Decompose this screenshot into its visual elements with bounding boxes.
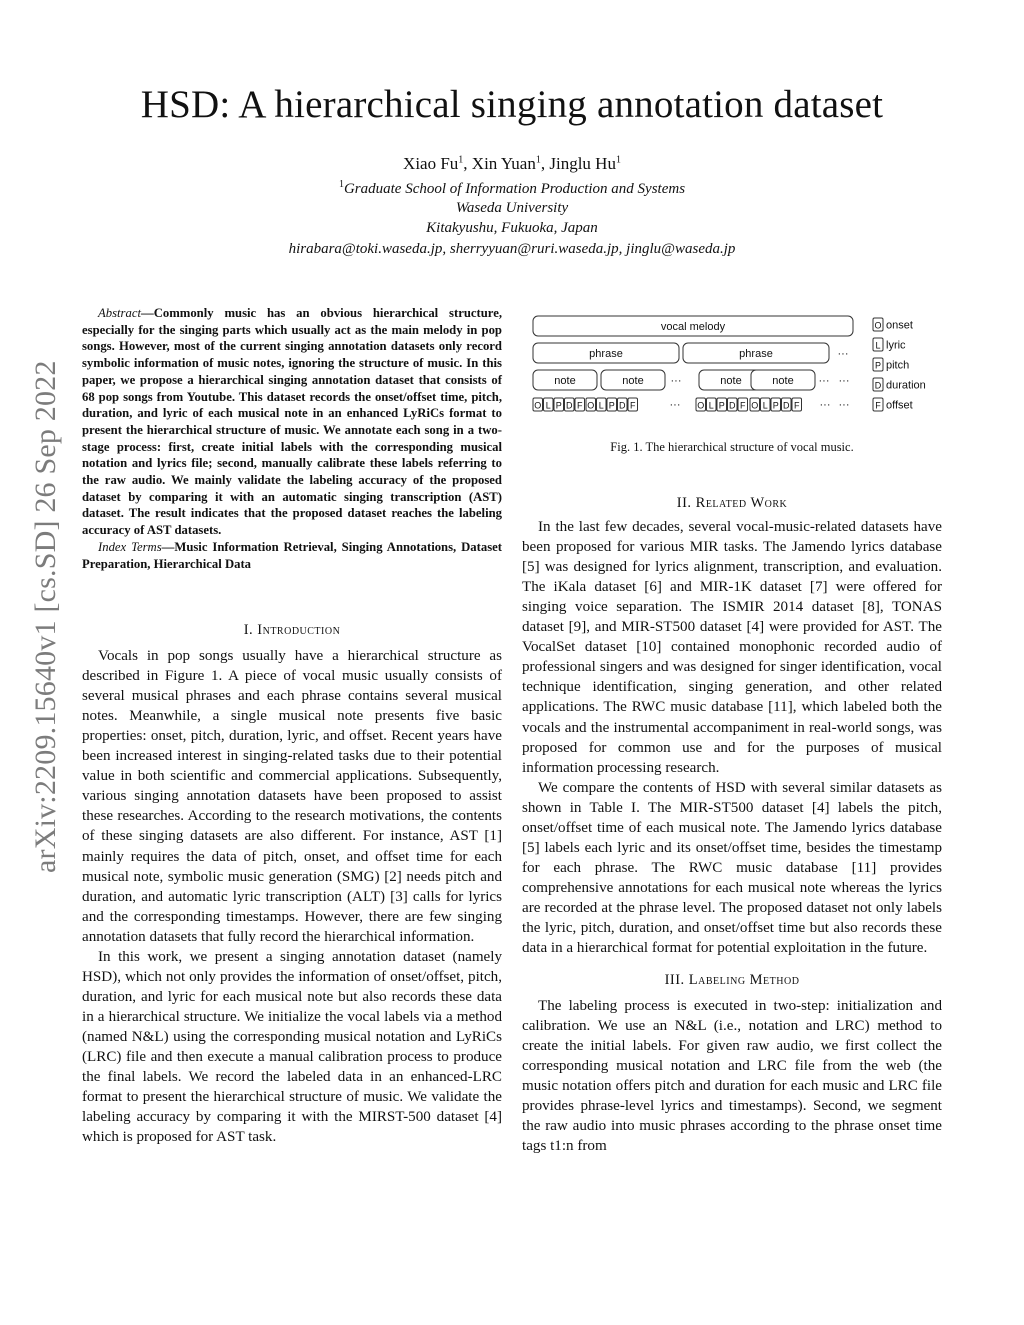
abstract-label: Abstract bbox=[98, 306, 141, 320]
attribute-letter: O bbox=[534, 400, 542, 411]
attribute-letter: D bbox=[566, 400, 573, 411]
labeling-method-paragraph-1: The labeling process is executed in two-step: initialization and calibration. We use an N&L (i.e., notation and LRC) method to create the initial labels. For given raw audio, we first collect the corresponding musical notation and LRC file from the web (the music notation offers pitch and duration for each music and LRC file provides phrase-level lyrics and timestamps). Second, we segment the raw audio into music phrases according to the phrase onset time tags t1:n from bbox=[522, 998, 942, 1155]
author-emails: hirabara@toki.waseda.jp, sherryyuan@ruri.waseda.jp, jinglu@waseda.jp bbox=[288, 241, 736, 257]
note-label: note bbox=[720, 375, 742, 387]
affiliation-school: Graduate School of Information Production and Systems bbox=[343, 181, 686, 197]
attribute-letter: F bbox=[630, 400, 636, 411]
abstract bbox=[82, 305, 502, 572]
legend-text-onset: onset bbox=[886, 319, 913, 332]
attribute-letter: O bbox=[587, 400, 595, 411]
attribute-letter: L bbox=[762, 400, 768, 411]
attribute-letter: O bbox=[697, 400, 705, 411]
related-work-paragraph-1: In the last few decades, several vocal-music-related datasets have been proposed for various MIR tasks. The Jamendo lyrics database [5] was designed for lyrics alignment, transcription, and evaluation. The iKala dataset [6] and MIR-1K dataset [7] were offered for singing voice separation. The ISMIR 2014 dataset [8], TONAS dataset [9], and MIR-ST500 dataset [4] were provided for AST. The VocalSet dataset [10] contained monophonic recorded audio of professional singers and was designed for singer identification, vocal technique identification, singing generation, and other related applications. The RWC music database [11], which labeled both the vocals and the instrumental accompaniment in real-world songs, was proposed for common use and for the purposes of musical information processing research. bbox=[522, 519, 942, 776]
legend-text-lyric: lyric bbox=[886, 339, 906, 352]
legend-letter: L bbox=[875, 340, 881, 351]
introduction-paragraph-2: In this work, we present a singing annotation dataset (namely HSD), which not only provides the information of onset/offset, pitch, duration, and lyric for each musical note but also records these data in a hierarchical structure. We initialize the vocal labels via a method (named N&L) using the corresponding musical notation and LyRiCs (LRC) file and then execute a manual calibration process to produce the final labels. We record the labeled data in an enhanced-LRC format to present the hierarchical structure of music. We validate the labeling accuracy by comparing it with the MIRST-500 dataset [4] which is proposed for AST task. bbox=[82, 948, 502, 1146]
index-terms-label: Index Terms bbox=[98, 539, 162, 554]
attribute-letter: P bbox=[555, 400, 562, 411]
introduction-section bbox=[82, 620, 502, 1147]
legend-letter: F bbox=[875, 400, 881, 411]
section-heading-related-work: II. Related Work bbox=[676, 495, 788, 511]
arxiv-identifier: arXiv:2209.15640v1 [cs.SD] 26 Sep 2022 bbox=[29, 360, 62, 873]
legend-text-offset: offset bbox=[886, 399, 913, 412]
attribute-letter: O bbox=[751, 400, 759, 411]
attribute-letter: P bbox=[608, 400, 615, 411]
related-work-paragraph-2: We compare the contents of HSD with several similar datasets as shown in Table I. The MIR-ST500 dataset [4] labels the pitch, onset/offset time of each musical note. The Jamendo lyrics database [5] labels each lyric and its onset/offset time, besides the timestamp for each phrase. The RWC music database [11] provides comprehensive annotations for each musical note whereas the lyrics are recorded at the phrase level. The proposed dataset not only labels the lyric, pitch, duration, and onset/offset time but also records these data in a hierarchical format for potential exploitation in the future. bbox=[522, 779, 942, 957]
attribute-letter: F bbox=[794, 400, 800, 411]
ellipsis: ··· bbox=[819, 399, 831, 411]
section-heading-labeling-method: III. Labeling Method bbox=[664, 972, 800, 989]
paper-title: HSD: A hierarchical singing annotation dataset bbox=[140, 83, 884, 126]
attribute-letter: L bbox=[598, 400, 604, 411]
attribute-letter: L bbox=[545, 400, 551, 411]
affiliation-line-2: Waseda University bbox=[455, 200, 569, 216]
note-label: note bbox=[622, 375, 644, 387]
legend-letter: O bbox=[874, 320, 882, 331]
hierarchy-figure bbox=[530, 312, 950, 422]
section-heading-introduction: I. Introduction bbox=[243, 622, 341, 638]
abstract-text: —Commonly music has an obvious hierarchical structure, especially for the singing parts which usually act as the main melody in pop songs. However, most of the current singing annotation datasets only record symbolic information of music notes, ignoring the structure of music. In this paper, we propose a hierarchical singing annotation dataset that consists of 68 pop songs from Youtube. This dataset records the onset/offset time, pitch, duration, and lyric of each musical note in an enhanced LyRiCs format to present the hierarchical structure of music. We annotate each song in a two-stage process: first, create initial labels with the corresponding musical notation and lyrics file; second, manually calibrate these labels referring to the raw audio. We mainly validate the labeling accuracy of the proposed dataset by comparing it with an automatic singing transcription (AST) dataset. The result indicates that the proposed dataset reaches the labeling accuracy of AST datasets. bbox=[82, 306, 502, 538]
ellipsis: ··· bbox=[818, 375, 830, 387]
index-terms-text: —Music Information Retrieval, Singing Annotations, Dataset Preparation, Hierarchical Data bbox=[82, 539, 503, 571]
phrase-label: phrase bbox=[589, 348, 623, 360]
attribute-letter: D bbox=[619, 400, 626, 411]
note-label: note bbox=[772, 375, 794, 387]
note-label: note bbox=[554, 375, 576, 387]
ellipsis: ··· bbox=[838, 399, 850, 411]
related-work-section bbox=[522, 493, 942, 1157]
attribute-letter: D bbox=[783, 400, 790, 411]
attribute-letter: P bbox=[772, 400, 779, 411]
attribute-letter: L bbox=[708, 400, 714, 411]
author-list: Xiao Fu$^1$, Xin Yuan$^1$, Jinglu Hu$^1$ bbox=[403, 154, 621, 173]
affiliation-line-1: $^1$Graduate School of Information Production and Systems bbox=[338, 179, 686, 197]
affiliation-line-3: Kitakyushu, Fukuoka, Japan bbox=[426, 220, 598, 236]
attribute-letter: F bbox=[740, 400, 746, 411]
attribute-letter: D bbox=[729, 400, 736, 411]
phrase-label: phrase bbox=[739, 348, 773, 360]
figure-caption: Fig. 1. The hierarchical structure of vocal music. bbox=[610, 440, 854, 454]
introduction-paragraph-1: Vocals in pop songs usually have a hierarchical structure as described in Figure 1. A piece of vocal music usually consists of several musical phrases and each phrase contains several musical notes. Meanwhile, a single musical note presents five basic properties: onset, pitch, duration, lyric, and offset. Recent years have been increased interest in singing-related tasks due to their potential value in both scientific and commercial applications. Subsequently, various singing annotation datasets have been proposed to assist these researches. According to the research motivations, the contents of these singing datasets are also different. For instance, AST [1] mainly requires the data of pitch, onset, and offset time for each musical note, symbolic music generation (SMG) [2] needs pitch and duration, and automatic lyric transcription (ALT) [3] calls for lyrics and the corresponding timestamps. However, there are few singing annotation datasets that fully record the hierarchical information. bbox=[82, 648, 502, 945]
ellipsis: ··· bbox=[670, 375, 682, 387]
legend-text-duration: duration bbox=[886, 379, 926, 392]
legend-text-pitch: pitch bbox=[886, 359, 910, 372]
attribute-letter: P bbox=[718, 400, 725, 411]
ellipsis: ··· bbox=[669, 399, 681, 411]
vocal-melody-label: vocal melody bbox=[660, 321, 726, 333]
ellipsis: ··· bbox=[837, 348, 849, 360]
legend-letter: D bbox=[874, 380, 882, 391]
legend-letter: P bbox=[874, 360, 882, 371]
attribute-letter: F bbox=[577, 400, 583, 411]
ellipsis: ··· bbox=[838, 375, 850, 387]
